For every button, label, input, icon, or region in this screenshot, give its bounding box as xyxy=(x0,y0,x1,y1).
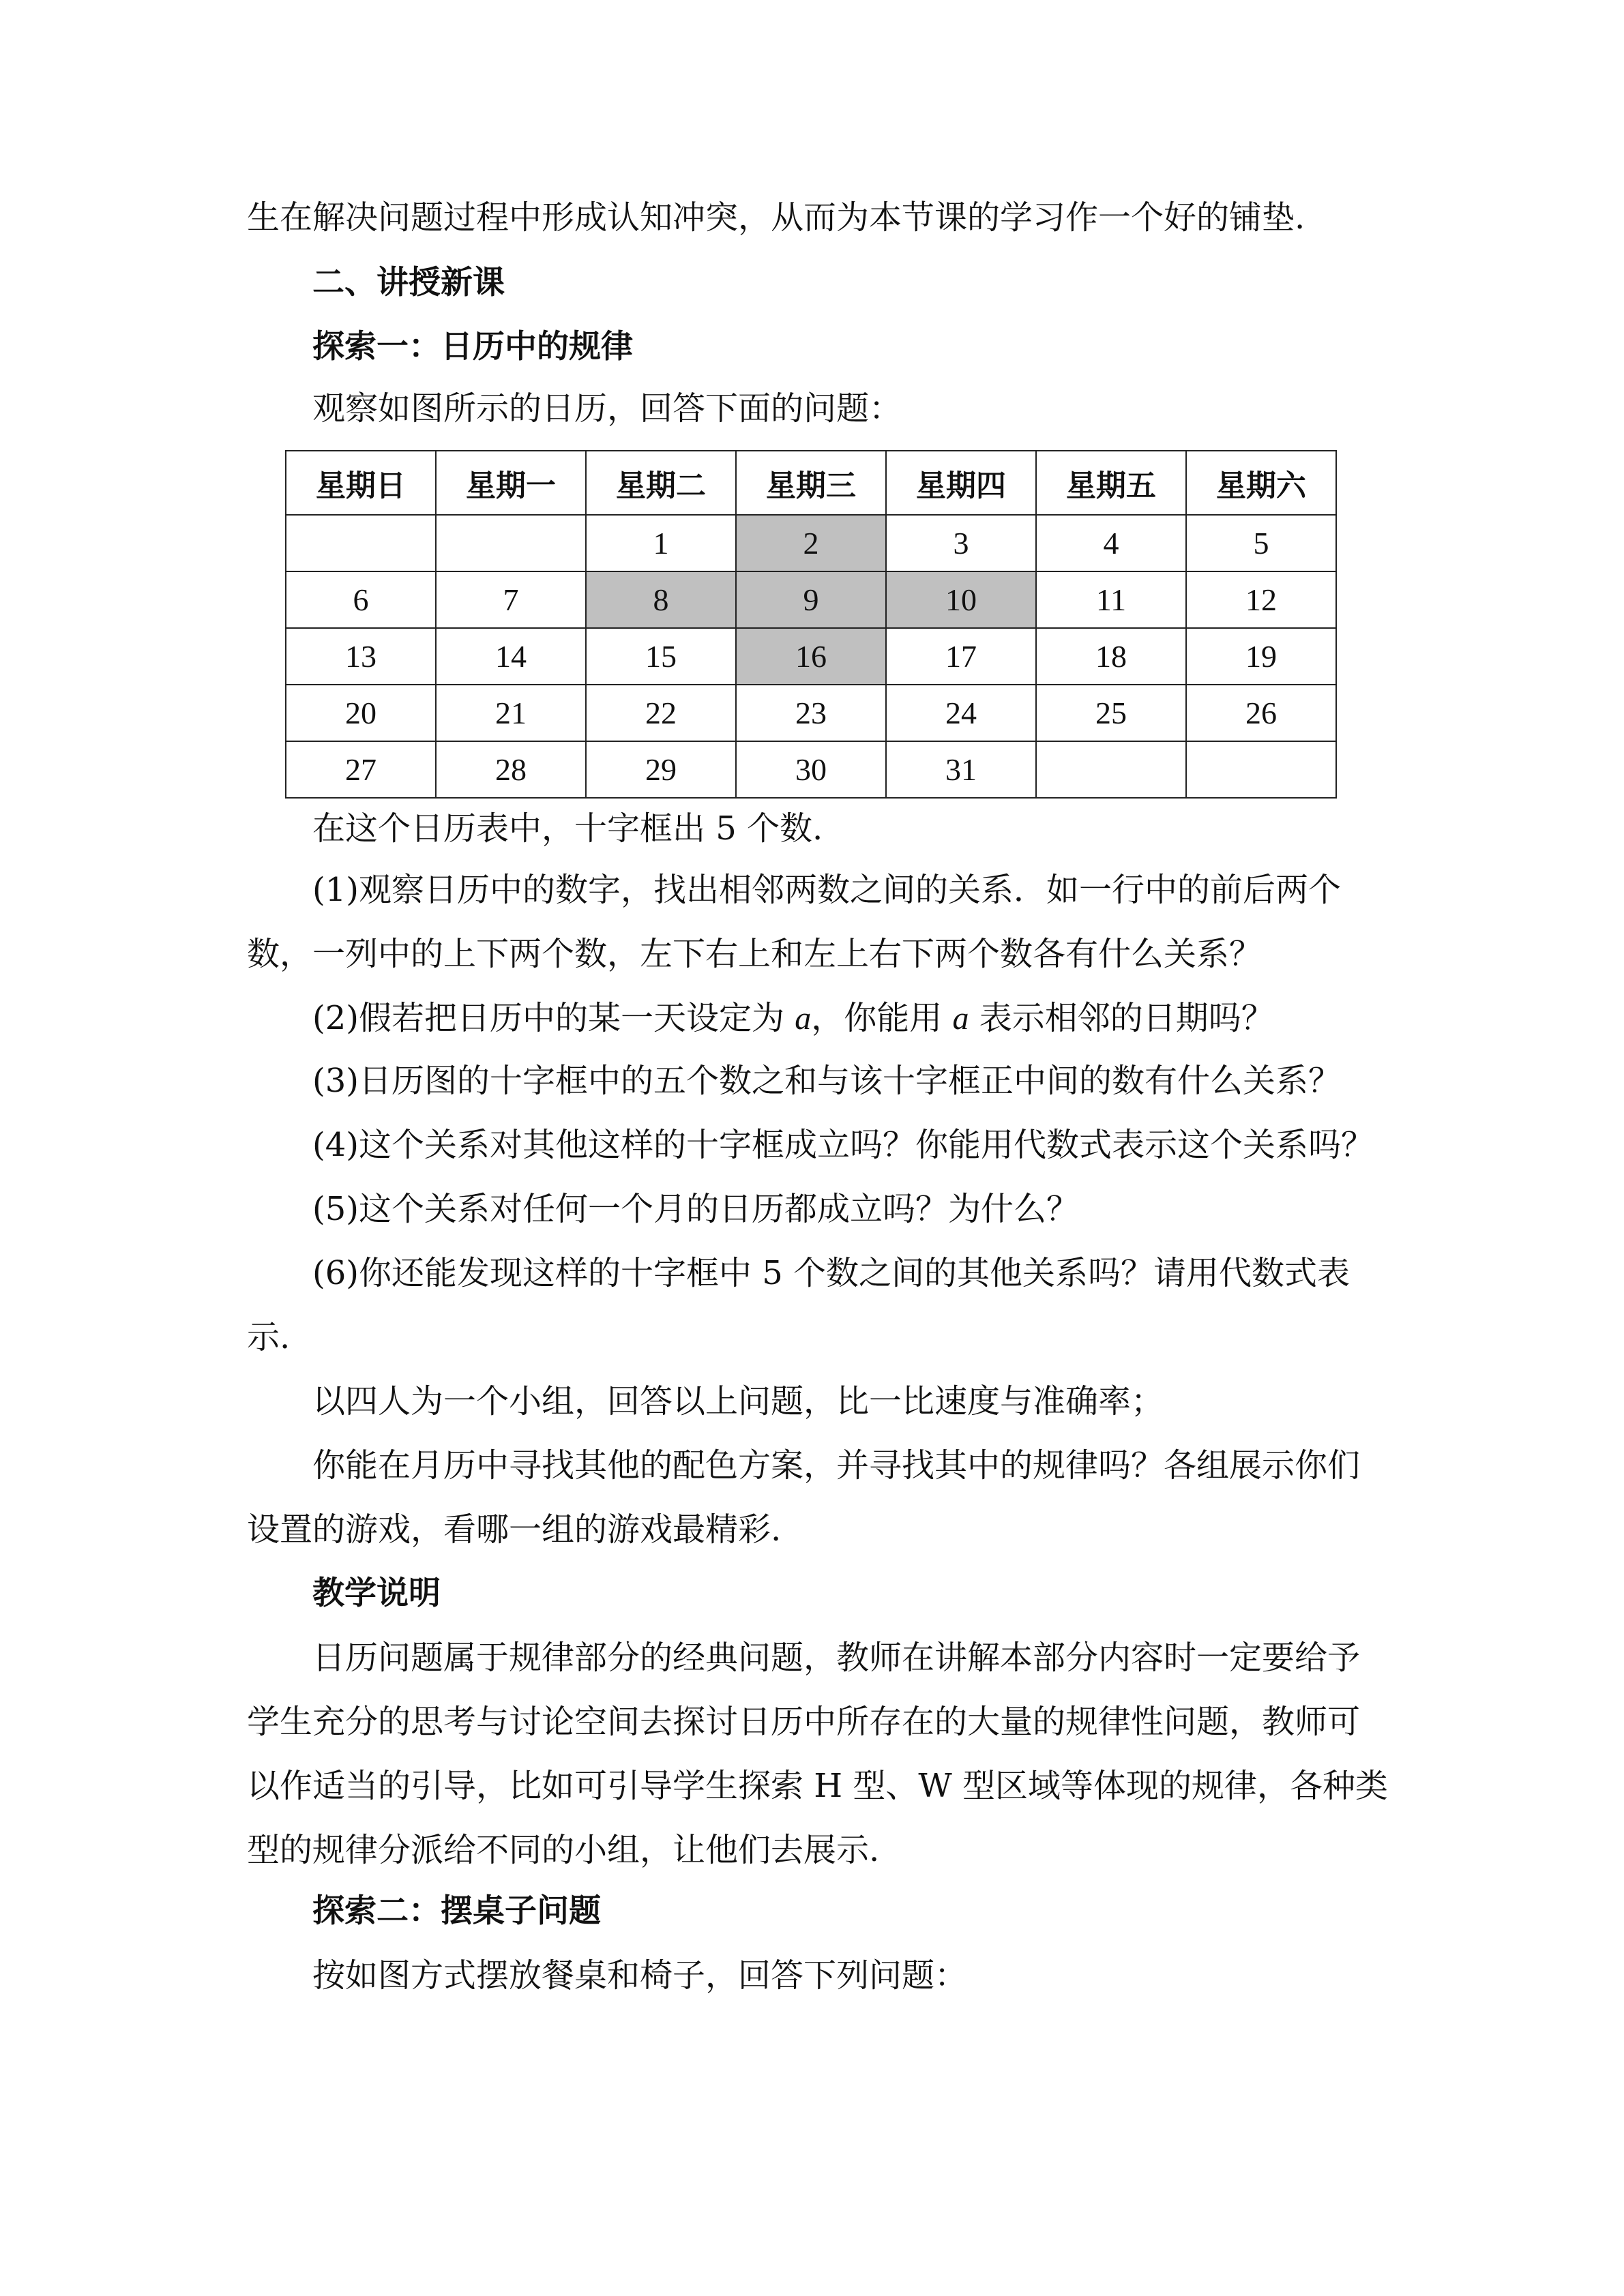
subsection-heading: 探索一：日历中的规律 xyxy=(312,328,633,366)
calendar-cell: 23 xyxy=(736,685,886,741)
teaching-note-text: 日历问题属于规律部分的经典问题，教师在讲解本部分内容时一定要给予 xyxy=(312,1639,1361,1677)
calendar-cell: 5 xyxy=(1186,515,1336,571)
question-3: (3)日历图的十字框中的五个数之和与该十字框正中间的数有什么关系？ xyxy=(312,1062,1341,1100)
section-heading: 二、讲授新课 xyxy=(312,264,505,301)
text-line: 以四人为一个小组，回答以上问题，比一比速度与准确率； xyxy=(312,1382,1164,1420)
q2-text: 表示相邻的日期吗？ xyxy=(969,999,1274,1037)
question-1: (1)观察日历中的数字，找出相邻两数之间的关系．如一行中的前后两个 xyxy=(312,871,1341,909)
calendar-cell: 30 xyxy=(736,741,886,798)
calendar-cell xyxy=(286,515,436,571)
calendar-cell: 3 xyxy=(886,515,1036,571)
calendar-cell: 31 xyxy=(886,741,1036,798)
weekday-header: 星期六 xyxy=(1186,451,1336,515)
question-1-cont: 数，一列中的上下两个数，左下右上和左上右下两个数各有什么关系？ xyxy=(247,935,1263,973)
weekday-header: 星期二 xyxy=(586,451,736,515)
calendar-cell: 14 xyxy=(436,628,586,685)
calendar-cell: 1 xyxy=(586,515,736,571)
text-line: 按如图方式摆放餐桌和椅子，回答下列问题： xyxy=(312,1956,968,1995)
weekday-header: 星期五 xyxy=(1036,451,1186,515)
calendar-row xyxy=(286,685,1336,741)
calendar-cell: 8 xyxy=(586,571,736,628)
calendar-cell xyxy=(1036,741,1186,798)
text-line: 观察如图所示的日历，回答下面的问题： xyxy=(312,389,902,428)
calendar-cell: 6 xyxy=(286,571,436,628)
weekday-header: 星期日 xyxy=(286,451,436,515)
calendar-row xyxy=(286,628,1336,685)
calendar-cell: 20 xyxy=(286,685,436,741)
calendar-row xyxy=(286,741,1336,798)
subsection-heading: 探索二：摆桌子问题 xyxy=(312,1892,601,1930)
calendar-table xyxy=(285,450,1337,799)
calendar-cell: 29 xyxy=(586,741,736,798)
calendar-cell: 7 xyxy=(436,571,586,628)
teaching-note-text: 以作适当的引导，比如可引导学生探索 H 型、W 型区域等体现的规律，各种类 xyxy=(247,1767,1388,1805)
calendar-cell: 28 xyxy=(436,741,586,798)
calendar-header-row xyxy=(286,451,1336,515)
q2-text: (2)假若把日历中的某一天设定为 xyxy=(312,999,795,1037)
question-2 xyxy=(312,986,1438,1051)
calendar-cell: 22 xyxy=(586,685,736,741)
question-5: (5)这个关系对任何一个月的日历都成立吗？为什么？ xyxy=(312,1190,1079,1228)
calendar-cell: 18 xyxy=(1036,628,1186,685)
text-line: 在这个日历表中，十字框出 5 个数. xyxy=(312,809,823,848)
calendar-cell: 12 xyxy=(1186,571,1336,628)
calendar-cell: 2 xyxy=(736,515,886,571)
calendar-cell xyxy=(1186,741,1336,798)
calendar-cell: 24 xyxy=(886,685,1036,741)
question-6-cont: 示. xyxy=(247,1318,291,1356)
calendar-cell: 21 xyxy=(436,685,586,741)
calendar-cell: 10 xyxy=(886,571,1036,628)
q2-text: ，你能用 xyxy=(811,999,953,1037)
calendar-cell: 9 xyxy=(736,571,886,628)
calendar-cell: 11 xyxy=(1036,571,1186,628)
weekday-header: 星期一 xyxy=(436,451,586,515)
calendar-cell xyxy=(436,515,586,571)
calendar-row xyxy=(286,515,1336,571)
variable-a: a xyxy=(795,1000,812,1037)
teaching-note-heading: 教学说明 xyxy=(312,1575,441,1612)
calendar-cell: 25 xyxy=(1036,685,1186,741)
calendar-cell: 13 xyxy=(286,628,436,685)
variable-a: a xyxy=(952,1000,969,1037)
question-4: (4)这个关系对其他这样的十字框成立吗？你能用代数式表示这个关系吗？ xyxy=(312,1126,1374,1164)
calendar-cell: 17 xyxy=(886,628,1036,685)
calendar-cell: 27 xyxy=(286,741,436,798)
teaching-note-text: 型的规律分派给不同的小组，让他们去展示. xyxy=(247,1831,880,1869)
calendar-cell: 19 xyxy=(1186,628,1336,685)
calendar-cell: 4 xyxy=(1036,515,1186,571)
text-line: 设置的游戏，看哪一组的游戏最精彩. xyxy=(247,1510,782,1549)
calendar-row xyxy=(286,571,1336,628)
teaching-note-text: 学生充分的思考与讨论空间去探讨日历中所存在的大量的规律性问题，教师可 xyxy=(247,1703,1361,1741)
weekday-header: 星期四 xyxy=(886,451,1036,515)
text-line: 你能在月历中寻找其他的配色方案，并寻找其中的规律吗？各组展示你们 xyxy=(312,1446,1361,1485)
text-line: 生在解决问题过程中形成认知冲突，从而为本节课的学习作一个好的铺垫. xyxy=(247,198,1305,237)
question-6: (6)你还能发现这样的十字框中 5 个数之间的其他关系吗？请用代数式表 xyxy=(312,1254,1350,1292)
calendar-cell: 26 xyxy=(1186,685,1336,741)
calendar-cell: 15 xyxy=(586,628,736,685)
weekday-header: 星期三 xyxy=(736,451,886,515)
calendar-cell: 16 xyxy=(736,628,886,685)
